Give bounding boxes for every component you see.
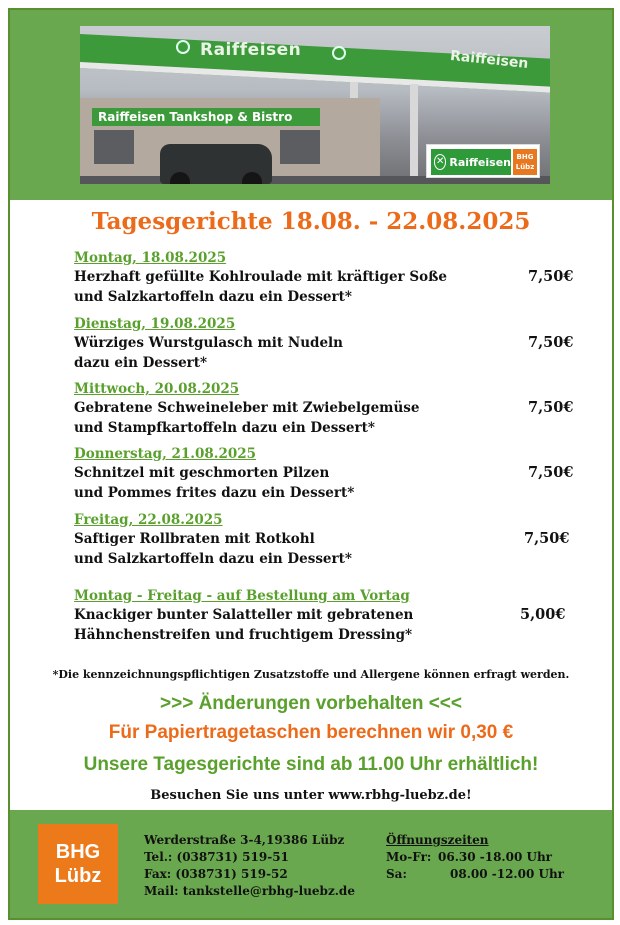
canopy-logo-icon [332,46,346,60]
hours-day: Sa: [386,867,407,881]
cross-icon: ✕ [434,154,446,170]
day-label: Freitag, 22.08.2025 [74,512,223,528]
day-wednesday [74,381,514,438]
day-weekly-salad [74,588,514,645]
bhg-badge [513,149,537,175]
hours-row [386,866,564,883]
dish-line: Hähnchenstreifen und fruchtigem Dressing* [74,627,413,643]
raiffeisen-logo [426,144,540,178]
day-monday [74,250,514,307]
opening-hours [386,832,564,883]
header-band [10,10,612,200]
price-tuesday: 7,50€ [528,334,574,351]
hours-day: Mo-Fr: [386,850,432,864]
dish-line: und Pommes frites dazu ein Dessert* [74,485,355,501]
shop-window [94,130,134,164]
menu-flyer [8,8,614,920]
canopy-pillar [410,84,418,182]
canopy-brand: Raiffeisen [200,40,302,60]
dish-line: Gebratene Schweineleber mit Zwiebelgemüse [74,400,420,416]
bhg-luebz-logo [38,824,118,904]
hours-title: Öffnungszeiten [386,833,489,847]
bhg-logo-line2: Lübz [54,865,102,887]
hours-time: 08.00 -12.00 Uhr [450,867,564,881]
price-wednesday: 7,50€ [528,399,574,416]
page-title: Tagesgerichte 18.08. - 22.08.2025 [91,208,531,235]
day-label: Montag, 18.08.2025 [74,250,227,266]
fax: Fax: (038731) 519-52 [144,867,288,881]
email: Mail: tankstelle@rbhg-luebz.de [144,884,355,898]
canopy-logo-icon [176,40,190,54]
price-salad: 5,00€ [520,606,566,623]
day-label: Dienstag, 19.08.2025 [74,316,236,332]
price-thursday: 7,50€ [528,464,574,481]
price-monday: 7,50€ [528,268,574,285]
phone: Tel.: (038731) 519-51 [144,850,289,864]
shop-window [280,130,320,164]
changes-notice: >>> Änderungen vorbehalten <<< [160,693,462,714]
website-notice: Besuchen Sie uns unter www.rbhg-luebz.de! [150,788,472,803]
day-friday [74,512,514,569]
logo-brand-text: Raiffeisen [449,155,511,169]
dish-line: Saftiger Rollbraten mit Rotkohl [74,531,315,547]
day-label: Montag - Freitag - auf Bestellung am Vortag [74,588,410,604]
price-friday: 7,50€ [524,530,570,547]
dish-line: und Stampfkartoffeln dazu ein Dessert* [74,420,375,436]
shop-sign: Raiffeisen Tankshop & Bistro [92,108,320,126]
footer [10,810,612,918]
allergen-footnote: *Die kennzeichnungspflichtigen Zusatzstoffe und Allergene können erfragt werden. [52,668,570,681]
bhg-badge-line2: Lübz [515,163,535,171]
day-thursday [74,446,514,503]
dish-line: und Salzkartoffeln dazu ein Dessert* [74,289,352,305]
day-label: Mittwoch, 20.08.2025 [74,381,240,397]
availability-notice: Unsere Tagesgerichte sind ab 11.00 Uhr erhältlich! [83,754,539,775]
hours-row [386,849,564,866]
dish-line: Würziges Wurstgulasch mit Nudeln [74,335,343,351]
bhg-logo-line1: BHG [55,841,101,863]
bags-notice: Für Papiertragetaschen berechnen wir 0,30 € [108,722,514,743]
bhg-badge-line1: BHG [516,153,534,161]
day-label: Donnerstag, 21.08.2025 [74,446,257,462]
dish-line: dazu ein Dessert* [74,355,208,371]
station-photo [80,26,550,184]
dish-line: Schnitzel mit geschmorten Pilzen [74,465,330,481]
raiffeisen-logo-green [431,149,511,175]
dish-line: und Salzkartoffeln dazu ein Dessert* [74,551,352,567]
dish-line: Herzhaft gefüllte Kohlroulade mit kräftiger Soße [74,269,447,285]
day-tuesday [74,316,514,373]
dish-line: Knackiger bunter Salatteller mit gebratenen [74,607,414,623]
contact-block [144,832,355,900]
address: Werderstraße 3-4,19386 Lübz [144,833,345,847]
canopy-brand-2: Raiffeisen [449,47,530,73]
hours-time: 06.30 -18.00 Uhr [438,850,552,864]
